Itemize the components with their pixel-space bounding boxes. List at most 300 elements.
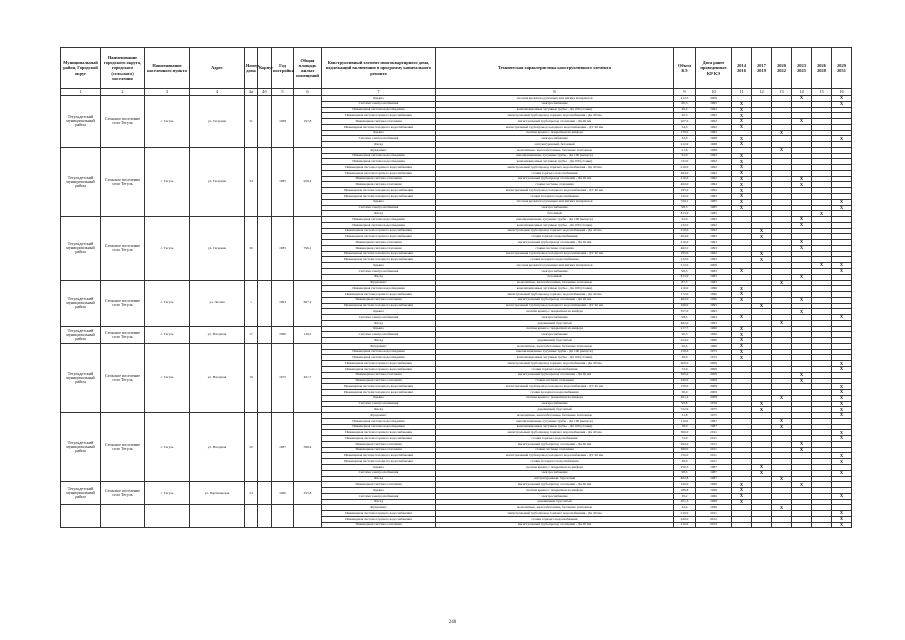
volume-cell: 72,0: [674, 366, 696, 372]
characteristic-cell: стояки холодного водоснабжения: [436, 194, 674, 200]
volume-cell: 150,0: [674, 349, 696, 355]
header-element: Конструктивный элемент многоквартирного дома, подлежащий включению в программу капитального ремонта: [322, 48, 436, 89]
characteristic-cell: магистральный трубопровод холодного водоснабжения - ДУ 40 мм: [436, 303, 674, 309]
repair-mark: X: [732, 205, 752, 211]
characteristic-cell: монолитные, железобетонные, бетонные ленточные: [436, 413, 674, 419]
repair-mark: X: [732, 499, 752, 505]
column-number: 9: [674, 89, 696, 96]
repair-mark: X: [772, 505, 792, 511]
total-area-cell: 401,7: [294, 343, 322, 412]
period-cell: [772, 522, 792, 528]
element-cell: Фасад: [322, 211, 436, 217]
column-number: 3: [145, 89, 190, 96]
characteristic-cell: канализационные чугунные трубы - Дн 100 (стояки): [436, 107, 674, 113]
repair-mark: X: [792, 441, 812, 447]
previous-repair-cell: 1993: [696, 245, 732, 251]
previous-repair-cell: 1992: [696, 251, 732, 257]
characteristic-cell: скатная крыша с покрытием из шифера: [436, 395, 674, 401]
previous-repair-cell: 1987: [696, 465, 732, 471]
repair-mark: X: [752, 407, 772, 413]
address-cell: ул. Лесная: [190, 280, 245, 326]
header-locality: Наименование населенного пункта: [145, 48, 190, 89]
characteristic-cell: скатная крыша с покрытием из шифера: [436, 326, 674, 332]
previous-repair-cell: 1992: [696, 130, 732, 136]
repair-mark: X: [772, 424, 792, 430]
corpus-cell: [258, 413, 272, 482]
volume-cell: 87,3: [674, 280, 696, 286]
characteristic-cell: стояки холодного водоснабжения: [436, 257, 674, 263]
volume-cell: 26,3: [674, 343, 696, 349]
element-cell: Инженерная система отопления: [322, 245, 436, 251]
repair-mark: X: [732, 482, 752, 488]
repair-mark: X: [792, 297, 812, 303]
element-cell: Инженерная система отопления: [322, 176, 436, 182]
header-period: 2023 2025: [792, 48, 812, 89]
volume-cell: 195,0: [674, 188, 696, 194]
element-cell: Фундамент: [322, 505, 436, 511]
volume-cell: 813,9: [674, 274, 696, 280]
district-cell: Тегульдетский муниципальный район: [61, 413, 101, 482]
column-number: 2: [101, 89, 145, 96]
locality-cell: с. Тегуль: [145, 413, 190, 482]
volume-cell: 360,0: [674, 447, 696, 453]
header-year-built: Год постройки: [272, 48, 294, 89]
column-number: 13: [772, 89, 792, 96]
district-cell: Тегульдетский муниципальный район: [61, 326, 101, 343]
repair-mark: X: [732, 159, 752, 165]
previous-repair-cell: 2011: [696, 430, 732, 436]
characteristic-cell: электроснабжение: [436, 470, 674, 476]
element-cell: Инженерная система водоотведения: [322, 107, 436, 113]
volume-cell: 172,0: [674, 292, 696, 298]
volume-cell: 722,9: [674, 407, 696, 413]
repair-mark: X: [832, 453, 852, 459]
volume-cell: 98,3: [674, 205, 696, 211]
element-cell: Инженерная система горячего водоснабжения: [322, 436, 436, 442]
previous-repair-cell: 1985: [696, 199, 732, 205]
characteristic-cell: электроснабжение: [436, 493, 674, 499]
house-number-cell: 31: [245, 96, 258, 148]
repair-mark: X: [792, 96, 812, 102]
repair-mark: X: [732, 194, 752, 200]
column-number: 1: [61, 89, 101, 96]
volume-cell: 167,0: [674, 119, 696, 125]
element-cell: Фасад: [322, 142, 436, 148]
characteristic-cell: электроснабжение: [436, 205, 674, 211]
element-cell: Фасад: [322, 274, 436, 280]
element-cell: Инженерная система горячего водоснабжения: [322, 170, 436, 176]
element-cell: Инженерная система водоотведения: [322, 424, 436, 430]
repair-mark: X: [832, 366, 852, 372]
house-number-cell: 1: [245, 280, 258, 326]
period-cell: [732, 522, 752, 528]
characteristic-cell: канализационные чугунные трубы - Дн 100 (стояки): [436, 424, 674, 430]
repair-mark: X: [772, 320, 792, 326]
header-previous-repair: Дата ранее проведенных КР КЭ: [696, 48, 732, 89]
repair-mark: X: [732, 136, 752, 142]
volume-cell: 204,0: [674, 234, 696, 240]
address-cell: [190, 505, 245, 528]
table-body: [61, 96, 852, 528]
volume-cell: 26,3: [674, 113, 696, 119]
volume-cell: 210,0: [674, 228, 696, 234]
volume-cell: 36,0: [674, 459, 696, 465]
header-settlement: Наименование городского округа, городского (сельского) поселения: [101, 48, 145, 89]
page-number: 240: [448, 620, 457, 625]
previous-repair-cell: 2011: [696, 436, 732, 442]
characteristic-cell: магистральный трубопровод горячего водоснабжения - Дн 40 мм: [436, 113, 674, 119]
corpus-cell: [258, 280, 272, 326]
element-cell: Фундамент: [322, 280, 436, 286]
previous-repair-cell: 2009: [696, 390, 732, 396]
volume-cell: 150,0: [674, 384, 696, 390]
characteristic-cell: магистральный трубопровод холодного водоснабжения - ДУ 40 мм: [436, 188, 674, 194]
repair-mark: X: [792, 309, 812, 315]
characteristic-cell: скатная крыша с покрытием из шифера: [436, 488, 674, 494]
volume-cell: 250,5: [674, 465, 696, 471]
characteristic-cell: магистральный трубопровод холодного водоснабжения - ДУ 40 мм: [436, 453, 674, 459]
volume-cell: 513,0: [674, 263, 696, 269]
element-cell: Крыша: [322, 130, 436, 136]
previous-repair-cell: 1985: [696, 205, 732, 211]
characteristic-cell: магистральный трубопровод холодного водоснабжения - ДУ 40 мм: [436, 251, 674, 257]
characteristic-cell: деревянный, брусчатый: [436, 407, 674, 413]
element-cell: Система электроснабжения: [322, 401, 436, 407]
volume-cell: 220,0: [674, 516, 696, 522]
previous-repair-cell: 1968: [696, 147, 732, 153]
element-cell: Инженерная система горячего водоснабжения: [322, 165, 436, 171]
repair-mark: X: [812, 263, 832, 269]
element-cell: Инженерная система отопления: [322, 182, 436, 188]
volume-cell: 492,0: [674, 320, 696, 326]
house-number-cell: 36: [245, 217, 258, 280]
repair-mark: X: [832, 493, 852, 499]
volume-cell: 39,2: [674, 493, 696, 499]
repair-mark: X: [732, 153, 752, 159]
column-number: 6: [294, 89, 322, 96]
characteristic-cell: стояки системы отопления: [436, 378, 674, 384]
repair-mark: X: [832, 384, 852, 390]
characteristic-cell: электроснабжение: [436, 268, 674, 274]
repair-mark: X: [772, 476, 792, 482]
repair-mark: X: [732, 165, 752, 171]
characteristic-cell: плоская кровля из рулонных или мягких материалов: [436, 96, 674, 102]
column-number: 10: [696, 89, 732, 96]
year-built-cell: 1993: [272, 280, 294, 326]
column-number-row: [61, 89, 852, 96]
repair-mark: X: [792, 119, 812, 125]
year-built-cell: 1987: [272, 413, 294, 482]
element-cell: Инженерная система горячего водоснабжения: [322, 366, 436, 372]
house-number-cell: 34: [245, 147, 258, 216]
previous-repair-cell: 1987: [696, 424, 732, 430]
volume-cell: 462,0: [674, 245, 696, 251]
total-area-cell: 197,8: [294, 96, 322, 148]
previous-repair-cell: 2011: [696, 511, 732, 517]
volume-cell: 98,3: [674, 470, 696, 476]
header-period: 2020 2022: [772, 48, 792, 89]
locality-cell: с. Тегуль: [145, 326, 190, 343]
repair-mark: X: [832, 459, 852, 465]
address-cell: ул. Нагорная: [190, 343, 245, 412]
element-cell: Инженерная система водоотведения: [322, 153, 436, 159]
characteristic-cell: деревянный, брусчатый: [436, 338, 674, 344]
previous-repair-cell: 1968: [696, 142, 732, 148]
previous-repair-cell: 1975: [696, 413, 732, 419]
corpus-cell: [258, 505, 272, 528]
characteristic-cell: канализационные чугунные трубы - Дн 100 (выпуск): [436, 418, 674, 424]
year-built-cell: [272, 505, 294, 528]
column-number: 4: [190, 89, 245, 96]
locality-cell: с. Тегуль: [145, 482, 190, 505]
characteristic-cell: скатная крыша с покрытием из шифера: [436, 465, 674, 471]
repair-mark: X: [832, 470, 852, 476]
repair-mark: X: [772, 130, 792, 136]
repair-mark: X: [732, 286, 752, 292]
repair-mark: X: [772, 147, 792, 153]
header-period: 2026 2028: [812, 48, 832, 89]
volume-cell: 160,0: [674, 303, 696, 309]
repair-mark: X: [792, 182, 812, 188]
repair-mark: X: [732, 119, 752, 125]
total-area-cell: 588,4: [294, 413, 322, 482]
characteristic-cell: магистральный трубопровод отопления - Дн 40 мм: [436, 240, 674, 246]
column-number: 12: [752, 89, 772, 96]
repair-mark: X: [752, 228, 772, 234]
column-number: 4а: [245, 89, 258, 96]
previous-repair-cell: 1976: [696, 401, 732, 407]
repair-mark: X: [772, 395, 792, 401]
corpus-cell: [258, 217, 272, 280]
previous-repair-cell: 1992: [696, 257, 732, 263]
address-cell: ул. Гагарина: [190, 217, 245, 280]
repair-mark: X: [732, 332, 752, 338]
volume-cell: 36,0: [674, 390, 696, 396]
characteristic-cell: скатная крыша с покрытием из шифера: [436, 130, 674, 136]
repair-mark: X: [752, 465, 772, 471]
element-cell: Крыша: [322, 488, 436, 494]
volume-cell: 217,7: [674, 326, 696, 332]
volume-cell: 36,0: [674, 355, 696, 361]
repair-mark: X: [772, 280, 792, 286]
repair-mark: X: [832, 395, 852, 401]
element-cell: Инженерная система холодного водоснабжения: [322, 251, 436, 257]
period-cell: [792, 522, 812, 528]
repair-mark: X: [732, 170, 752, 176]
repair-mark: X: [752, 234, 772, 240]
volume-cell: 729,1: [674, 199, 696, 205]
previous-repair-cell: 1992: [696, 188, 732, 194]
characteristic-cell: монолитные, железобетонные, бетонные ленточные: [436, 147, 674, 153]
element-cell: Фундамент: [322, 147, 436, 153]
characteristic-cell: электроснабжение: [436, 401, 674, 407]
element-cell: Инженерная система холодного водоснабжения: [322, 384, 436, 390]
previous-repair-cell: 1966: [696, 482, 732, 488]
repair-mark: X: [832, 136, 852, 142]
house-number-cell: 20: [245, 413, 258, 482]
period-cell: [752, 522, 772, 528]
repair-mark: X: [792, 372, 812, 378]
characteristic-cell: магистральный трубопровод отопления - Дн 40 мм: [436, 482, 674, 488]
previous-repair-cell: 1990: [696, 292, 732, 298]
repair-mark: X: [832, 205, 852, 211]
district-cell: [61, 505, 101, 528]
element-cell: Система электроснабжения: [322, 493, 436, 499]
volume-cell: 34,3: [674, 124, 696, 130]
element-cell: Фасад: [322, 499, 436, 505]
previous-repair-cell: 2008: [696, 395, 732, 401]
previous-repair-cell: 1975: [696, 407, 732, 413]
repair-mark: X: [732, 176, 752, 182]
previous-repair-cell: 1960: [696, 332, 732, 338]
previous-repair-cell: 1983: [696, 274, 732, 280]
register-sheet: [60, 47, 851, 528]
previous-repair-cell: 1960: [696, 326, 732, 332]
repair-mark: X: [752, 257, 772, 263]
volume-cell: 31,8: [674, 413, 696, 419]
previous-repair-cell: 1993: [696, 320, 732, 326]
characteristic-cell: монолитные, железобетонные, бетонные ленточные: [436, 280, 674, 286]
characteristic-cell: электроснабжение: [436, 315, 674, 321]
corpus-cell: [258, 482, 272, 505]
year-built-cell: 1975: [272, 343, 294, 412]
repair-mark: X: [832, 430, 852, 436]
characteristic-cell: магистральный трубопровод отопления - Дн 40 мм: [436, 372, 674, 378]
settlement-cell: Сельское поселение село Тегуль: [101, 96, 145, 148]
characteristic-cell: магистральный трубопровод холодного водоснабжения - ДУ 40 мм: [436, 384, 674, 390]
volume-cell: 98,3: [674, 268, 696, 274]
characteristic-cell: бетонный: [436, 211, 674, 217]
repair-mark: X: [732, 338, 752, 344]
volume-cell: 52,0: [674, 217, 696, 223]
characteristic-cell: магистральный трубопровод отопления - Дн 40 мм: [436, 119, 674, 125]
volume-cell: 204,0: [674, 170, 696, 176]
column-number: 15: [812, 89, 832, 96]
volume-cell: 195,0: [674, 251, 696, 257]
element-cell: Инженерная система холодного водоснабжения: [322, 124, 436, 130]
element-cell: Система электроснабжения: [322, 470, 436, 476]
volume-cell: 34,3: [674, 136, 696, 142]
characteristic-cell: магистральный трубопровод горячего водоснабжения - Дн 40 мм: [436, 361, 674, 367]
characteristic-cell: скатная крыша с покрытием из шифера: [436, 309, 674, 315]
capital-repair-table: [60, 47, 852, 528]
repair-mark: X: [832, 315, 852, 321]
volume-cell: 132,0: [674, 257, 696, 263]
previous-repair-cell: 1993: [696, 315, 732, 321]
repair-mark: X: [812, 211, 832, 217]
element-cell: Инженерная система отопления: [322, 447, 436, 453]
element-cell: Инженерная система горячего водоснабжения: [322, 292, 436, 298]
previous-repair-cell: 1975: [696, 355, 732, 361]
repair-mark: X: [832, 390, 852, 396]
repair-mark: X: [832, 263, 852, 269]
element-cell: Инженерная система отопления: [322, 372, 436, 378]
element-cell: Крыша: [322, 96, 436, 102]
repair-mark: X: [732, 493, 752, 499]
characteristic-cell: магистральный трубопровод горячего водоснабжения - Дн 40 мм: [436, 292, 674, 298]
column-number: 11: [732, 89, 752, 96]
element-cell: Система электроснабжения: [322, 268, 436, 274]
previous-repair-cell: 2009: [696, 384, 732, 390]
characteristic-cell: канализационные чугунные трубы - Дн 100 (стояки): [436, 159, 674, 165]
repair-mark: X: [772, 418, 792, 424]
repair-mark: X: [832, 511, 852, 517]
repair-mark: X: [832, 96, 852, 102]
previous-repair-cell: 1975: [696, 349, 732, 355]
previous-repair-cell: 1992: [696, 165, 732, 171]
element-cell: Инженерная система водоотведения: [322, 217, 436, 223]
element-cell: Инженерная система отопления: [322, 240, 436, 246]
header-corpus: Корпус: [258, 48, 272, 89]
previous-repair-cell: 1990: [696, 286, 732, 292]
total-area-cell: 607,2: [294, 280, 322, 326]
volume-cell: 170,0: [674, 130, 696, 136]
settlement-cell: Сельское поселение село Тегуль: [101, 217, 145, 280]
previous-repair-cell: 1968: [696, 136, 732, 142]
volume-cell: 98,3: [674, 315, 696, 321]
volume-cell: 200,0: [674, 361, 696, 367]
element-cell: Инженерная система отопления: [322, 297, 436, 303]
element-cell: Инженерная система холодного водоснабжения: [322, 188, 436, 194]
repair-mark: X: [732, 182, 752, 188]
characteristic-cell: плоская кровля из рулонных или мягких материалов: [436, 199, 674, 205]
volume-cell: 210,0: [674, 176, 696, 182]
previous-repair-cell: 1992: [696, 234, 732, 240]
previous-repair-cell: 1983: [696, 280, 732, 286]
volume-cell: 210,0: [674, 522, 696, 528]
column-number: 5: [272, 89, 294, 96]
repair-mark: X: [732, 326, 752, 332]
previous-repair-cell: 1995: [696, 101, 732, 107]
district-cell: Тегульдетский муниципальный район: [61, 147, 101, 216]
element-cell: Инженерная система водоотведения: [322, 418, 436, 424]
element-cell: Инженерная система водоотведения: [322, 349, 436, 355]
element-cell: Инженерная система горячего водоснабжения: [322, 511, 436, 517]
element-cell: Инженерная система отопления: [322, 522, 436, 528]
characteristic-cell: стояки системы отопления: [436, 182, 674, 188]
volume-cell: 210,0: [674, 240, 696, 246]
previous-repair-cell: 2011: [696, 441, 732, 447]
volume-cell: 20,3: [674, 332, 696, 338]
year-built-cell: 1968: [272, 96, 294, 148]
characteristic-cell: стояки горячего водоснабжения: [436, 170, 674, 176]
element-cell: Фундамент: [322, 343, 436, 349]
characteristic-cell: электроснабжение: [436, 332, 674, 338]
volume-cell: 462,8: [674, 476, 696, 482]
district-cell: Тегульдетский муниципальный район: [61, 343, 101, 412]
volume-cell: 224,0: [674, 338, 696, 344]
settlement-cell: Сельское поселение село Тегуль: [101, 280, 145, 326]
column-number: 4б: [258, 89, 272, 96]
repair-mark: X: [732, 101, 752, 107]
volume-cell: 110,0: [674, 418, 696, 424]
previous-repair-cell: 2009: [696, 361, 732, 367]
element-cell: Инженерная система горячего водоснабжения: [322, 113, 436, 119]
year-built-cell: 1966: [272, 482, 294, 505]
repair-mark: X: [792, 274, 812, 280]
repair-mark: X: [752, 303, 772, 309]
column-number: 8: [436, 89, 674, 96]
volume-cell: 99,8: [674, 401, 696, 407]
volume-cell: 210,0: [674, 511, 696, 517]
previous-repair-cell: 1992: [696, 194, 732, 200]
element-cell: Система электроснабжения: [322, 315, 436, 321]
element-cell: Инженерная система холодного водоснабжения: [322, 390, 436, 396]
total-area-cell: [294, 505, 322, 528]
previous-repair-cell: 1992: [696, 124, 732, 130]
previous-repair-cell: 1992: [696, 176, 732, 182]
previous-repair-cell: 1966: [696, 493, 732, 499]
